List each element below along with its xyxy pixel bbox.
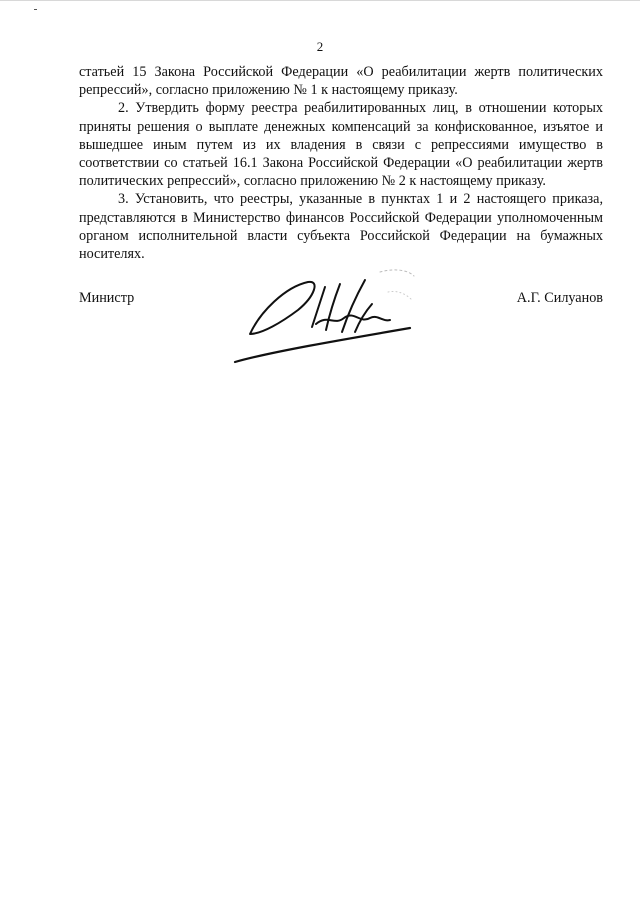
handwritten-signature [230, 262, 415, 377]
signature-faint-mark [380, 270, 414, 276]
signature-stroke-2 [326, 284, 340, 330]
signature-loop [250, 282, 315, 334]
signatory-role: Министр [79, 290, 135, 306]
page-number: 2 [316, 39, 324, 54]
signature-faint-mark-2 [388, 291, 412, 300]
signature-underline [235, 328, 410, 362]
scan-edge [0, 0, 640, 1]
signature-stroke-3 [342, 280, 365, 332]
paragraph-item-2: 2. Утвердить форму реестра реабилитированных лиц, в отношении которых приняты решения о выплате денежных компенсаций за конфискованное, изъятое и вышедшее иным путем из их владения в связи с репрессиями имущество в соответствии со статьей 16.1 Закона Российской Федерации «О реабилитации жертв политических репрессий», согласно приложению № 2 к настоящему приказу. [79, 100, 603, 190]
signatory-name: А.Г. Силуанов [516, 290, 603, 306]
document-body [79, 63, 603, 263]
scan-speck [34, 9, 37, 10]
paragraph-continuation: статьей 15 Закона Российской Федерации «О реабилитации жертв политических репрессий», согласно приложению № 1 к настоящему приказу. [79, 64, 603, 99]
paragraph-item-3: 3. Установить, что реестры, указанные в пунктах 1 и 2 настоящего приказа, представляются в Министерство финансов Российской Федерации уполномоченным органом исполнительной власти субъекта Российской Федерации на бумажных носителях. [79, 191, 603, 263]
